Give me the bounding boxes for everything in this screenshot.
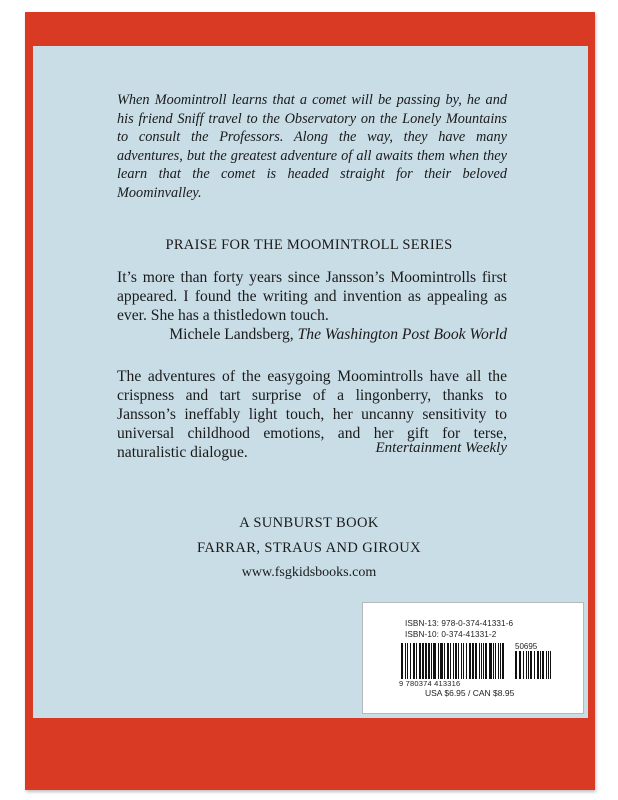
barcode-bar (523, 651, 524, 679)
barcode-bar (413, 643, 415, 679)
isbn-13: ISBN-13: 978-0-374-41331-6 (405, 619, 514, 628)
review-author-1: Michele Landsberg, (169, 326, 294, 343)
barcode-bar (455, 643, 457, 679)
barcode-bar (528, 651, 529, 679)
barcode-bar (548, 651, 549, 679)
review-quote-2: The adventures of the easygoing Moomintrolls have all the crispness and tart surprise of a lingonberry, thanks to Jansson’s ineffably light touch, her uncanny sensitivity to universal childhood emotions, and her gift for terse, naturalistic dialogue. (117, 368, 507, 461)
publisher-url: www.fsgkidsbooks.com (241, 565, 377, 580)
barcode-bar (498, 643, 499, 679)
barcode-bar (472, 643, 474, 679)
publisher-name: FARRAR, STRAUS AND GIROUX (196, 540, 422, 556)
barcode-bar (540, 651, 541, 679)
barcode-bar (416, 643, 417, 679)
barcode-bar (463, 643, 464, 679)
review-quote-1: It’s more than forty years since Jansson’s Moomintrolls first appeared. I found the writing and invention as appealing as ever. She has a thistledown touch. (117, 269, 507, 324)
barcode-bar (419, 643, 421, 679)
barcode-bar (438, 643, 439, 679)
barcode-addon-bars (513, 651, 553, 679)
barcode-bar (444, 643, 445, 679)
barcode-bar (450, 643, 451, 679)
imprint-line-1: A SUNBURST BOOK (239, 515, 379, 531)
barcode-bar (485, 643, 487, 679)
book-blurb: When Moomintroll learns that a comet will be passing by, he and his friend Sniff travel to the Observatory on the Lonely Mountains to consult the Professors. Along the way, they have many adventures, but the greatest adventure of all awaits them when they learn that the comet is headed straight for their beloved Moominvalley. (117, 92, 507, 201)
praise-heading: PRAISE FOR THE MOOMINTROLL SERIES (165, 237, 453, 253)
barcode-bars (399, 643, 509, 679)
barcode-bar (530, 651, 532, 679)
barcode-bar (405, 643, 406, 679)
barcode-bar (425, 643, 427, 679)
review-source-1: The Washington Post Book World (297, 326, 507, 343)
barcode-bar (447, 643, 449, 679)
barcode-bar (500, 643, 501, 679)
barcode-bar (407, 643, 408, 679)
barcode-sticker (362, 602, 584, 714)
barcode-bar (431, 643, 432, 679)
barcode-bar (461, 643, 462, 679)
barcode-bar (534, 651, 535, 679)
barcode-bar (542, 651, 544, 679)
barcode-bar (489, 643, 492, 679)
review-source-2: Entertainment Weekly (375, 440, 507, 456)
barcode-bar (433, 643, 436, 679)
barcode-bar (410, 643, 411, 679)
barcode-bar (502, 643, 504, 679)
barcode-bar (537, 651, 539, 679)
barcode-bar (515, 651, 517, 679)
review-attribution-1 (147, 326, 507, 344)
barcode-addon-number: 50695 (515, 642, 538, 651)
price-label: USA $6.95 / CAN $8.95 (425, 688, 515, 698)
barcode-bar (495, 643, 496, 679)
barcode-bar (550, 651, 551, 679)
barcode-bar (493, 643, 494, 679)
barcode-bar (401, 643, 403, 679)
barcode-bar (453, 643, 454, 679)
barcode-bar (440, 643, 443, 679)
barcode-bar (458, 643, 459, 679)
barcode-bar (526, 651, 527, 679)
barcode-bar (479, 643, 480, 679)
barcode-number: 9 780374 413316 (399, 679, 461, 688)
barcode-bar (481, 643, 482, 679)
barcode-bar (428, 643, 430, 679)
isbn-10: ISBN-10: 0-374-41331-2 (405, 630, 497, 639)
barcode-bar (466, 643, 467, 679)
barcode-bar (469, 643, 471, 679)
barcode-bar (483, 643, 484, 679)
barcode-area (399, 643, 554, 679)
barcode-bar (422, 643, 424, 679)
barcode-bar (546, 651, 547, 679)
barcode-bar (475, 643, 477, 679)
barcode-bar (519, 651, 521, 679)
